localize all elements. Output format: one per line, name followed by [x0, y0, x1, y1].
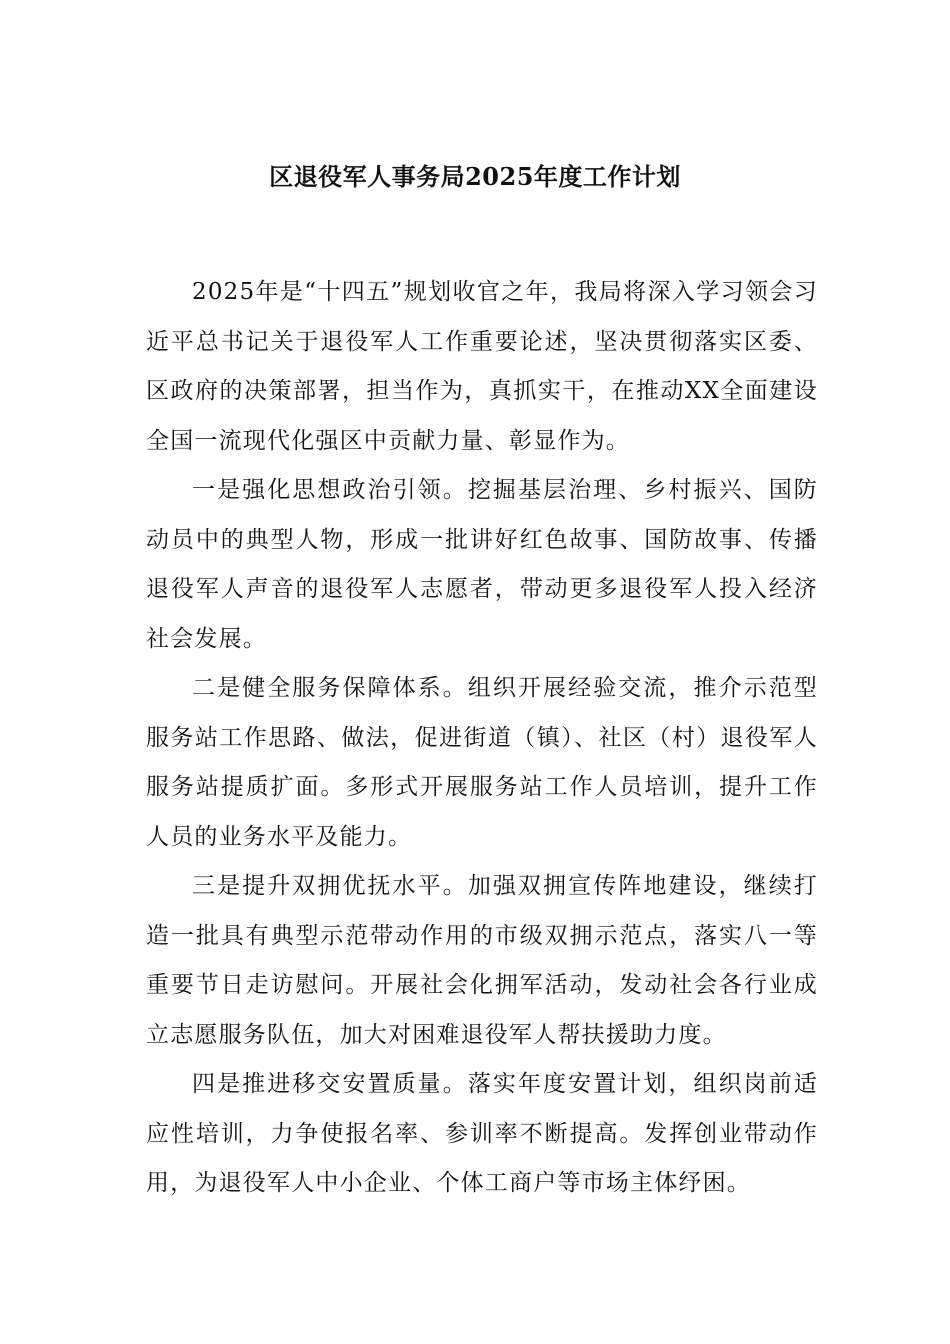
paragraph-intro: 2025年是“十四五”规划收官之年，我局将深入学习领会习近平总书记关于退役军人工作重要论述，坚决贯彻落实区委、区政府的决策部署，担当作为，真抓实干，在推动XX全面建设全国一流现代化强区中贡献力量、彰显作为。 — [146, 279, 818, 454]
paragraph-item-4: 四是推进移交安置质量。落实年度安置计划，组织岗前适应性培训，力争使报名率、参训率不断提高。发挥创业带动作用，为退役军人中小企业、个体工商户等市场主体纾困。 — [146, 1071, 818, 1196]
paragraph-item-2: 二是健全服务保障体系。组织开展经验交流，推介示范型服务站工作思路、做法，促进街道（镇）、社区（村）退役军人服务站提质扩面。多形式开展服务站工作人员培训，提升工作人员的业务水平及能力。 — [146, 675, 818, 850]
paragraph-item-1: 一是强化思想政治引领。挖掘基层治理、乡村振兴、国防动员中的典型人物，形成一批讲好红色故事、国防故事、传播退役军人声音的退役军人志愿者，带动更多退役军人投入经济社会发展。 — [146, 477, 818, 652]
document-body — [146, 268, 818, 1209]
document-title: 区退役军人事务局2025年度工作计划 — [269, 162, 681, 191]
paragraph-item-3: 三是提升双拥优抚水平。加强双拥宣传阵地建设，继续打造一批具有典型示范带动作用的市级双拥示范点，落实八一等重要节日走访慰问。开展社会化拥军活动，发动社会各行业成立志愿服务队伍，加大对困难退役军人帮扶援助力度。 — [146, 873, 818, 1048]
